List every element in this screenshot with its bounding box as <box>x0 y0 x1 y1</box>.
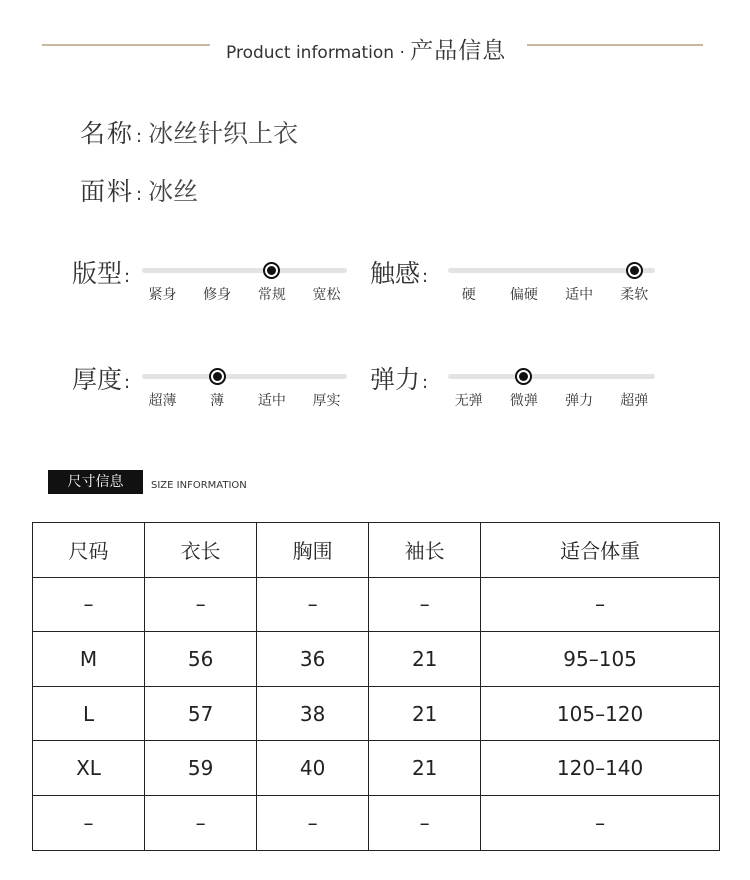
attribute-touch <box>370 254 670 304</box>
table-cell: 59 <box>145 741 257 796</box>
table-cell: 56 <box>145 632 257 687</box>
product-name-label: 名称 <box>80 119 135 148</box>
section-title <box>226 32 506 65</box>
product-fabric-row <box>80 172 198 208</box>
title-line-right <box>527 44 703 46</box>
attribute-track <box>448 268 655 273</box>
title-line-left <box>42 44 210 46</box>
attribute-colon: : <box>422 266 429 287</box>
attribute-colon: : <box>422 372 429 393</box>
attribute-option: 微弹 <box>509 393 538 409</box>
table-cell: – <box>369 795 481 850</box>
attribute-fit <box>72 254 372 304</box>
attribute-option: 弹力 <box>565 393 594 409</box>
table-cell: – <box>369 577 481 632</box>
size-table <box>32 522 720 851</box>
table-cell: XL <box>33 741 145 796</box>
size-info-subtitle: SIZE INFORMATION <box>151 480 247 491</box>
table-header-cell: 尺码 <box>33 523 145 578</box>
table-cell: 36 <box>257 632 369 687</box>
title-separator: · <box>399 43 405 63</box>
attribute-option: 偏硬 <box>509 287 538 303</box>
attribute-option: 超弹 <box>620 393 649 409</box>
table-cell: L <box>33 686 145 741</box>
table-cell: – <box>481 795 720 850</box>
table-cell: 95–105 <box>481 632 720 687</box>
attribute-option: 无弹 <box>454 393 483 409</box>
product-name-value: 冰丝针织上衣 <box>148 119 299 148</box>
product-fabric-colon: : <box>136 184 143 205</box>
table-cell: 40 <box>257 741 369 796</box>
attribute-label <box>72 360 130 396</box>
table-cell: – <box>481 577 720 632</box>
attribute-thickness <box>72 360 372 410</box>
attribute-track <box>142 374 347 379</box>
attribute-indicator <box>626 262 643 279</box>
table-row <box>33 577 720 632</box>
product-fabric-value: 冰丝 <box>148 177 199 206</box>
attribute-option: 常规 <box>257 287 286 303</box>
table-header-row <box>33 523 720 578</box>
attribute-colon: : <box>124 266 131 287</box>
attribute-indicator <box>515 368 532 385</box>
attribute-option: 超薄 <box>148 393 177 409</box>
attribute-option: 柔软 <box>620 287 649 303</box>
size-info-badge: 尺寸信息 <box>48 470 143 494</box>
table-row <box>33 686 720 741</box>
attribute-label-text: 触感 <box>370 259 421 288</box>
table-header-cell: 胸围 <box>257 523 369 578</box>
attribute-label <box>370 360 428 396</box>
attribute-option: 适中 <box>257 393 286 409</box>
table-cell: 21 <box>369 686 481 741</box>
table-header-cell: 适合体重 <box>481 523 720 578</box>
attribute-indicator <box>209 368 226 385</box>
attribute-label-text: 版型 <box>72 259 123 288</box>
attribute-option: 适中 <box>565 287 594 303</box>
table-cell: – <box>145 795 257 850</box>
attribute-track <box>448 374 655 379</box>
attribute-label <box>72 254 130 290</box>
product-info-header <box>0 28 750 62</box>
table-header-cell: 袖长 <box>369 523 481 578</box>
title-en: Product information <box>226 43 395 63</box>
attribute-option: 硬 <box>461 287 476 303</box>
table-cell: – <box>257 795 369 850</box>
table-cell: – <box>145 577 257 632</box>
attribute-elasticity <box>370 360 670 410</box>
attribute-label <box>370 254 428 290</box>
attribute-option: 厚实 <box>312 393 341 409</box>
table-cell: 38 <box>257 686 369 741</box>
product-name-colon: : <box>136 126 143 147</box>
attribute-track <box>142 268 347 273</box>
table-cell: 21 <box>369 632 481 687</box>
attribute-option: 宽松 <box>312 287 341 303</box>
table-header-cell: 衣长 <box>145 523 257 578</box>
attribute-label-text: 弹力 <box>370 365 421 394</box>
attribute-option: 薄 <box>210 393 225 409</box>
table-row <box>33 741 720 796</box>
table-cell: – <box>33 795 145 850</box>
product-fabric-label: 面料 <box>80 177 135 206</box>
attribute-indicator <box>263 262 280 279</box>
product-name-row <box>80 114 298 150</box>
attribute-label-text: 厚度 <box>72 365 123 394</box>
title-cn: 产品信息 <box>410 38 507 64</box>
table-cell: 120–140 <box>481 741 720 796</box>
table-cell: 21 <box>369 741 481 796</box>
table-cell: M <box>33 632 145 687</box>
table-cell: 105–120 <box>481 686 720 741</box>
table-cell: – <box>33 577 145 632</box>
attribute-option: 修身 <box>203 287 232 303</box>
table-cell: – <box>257 577 369 632</box>
attribute-colon: : <box>124 372 131 393</box>
table-row <box>33 632 720 687</box>
attribute-option: 紧身 <box>148 287 177 303</box>
table-cell: 57 <box>145 686 257 741</box>
table-row <box>33 795 720 850</box>
